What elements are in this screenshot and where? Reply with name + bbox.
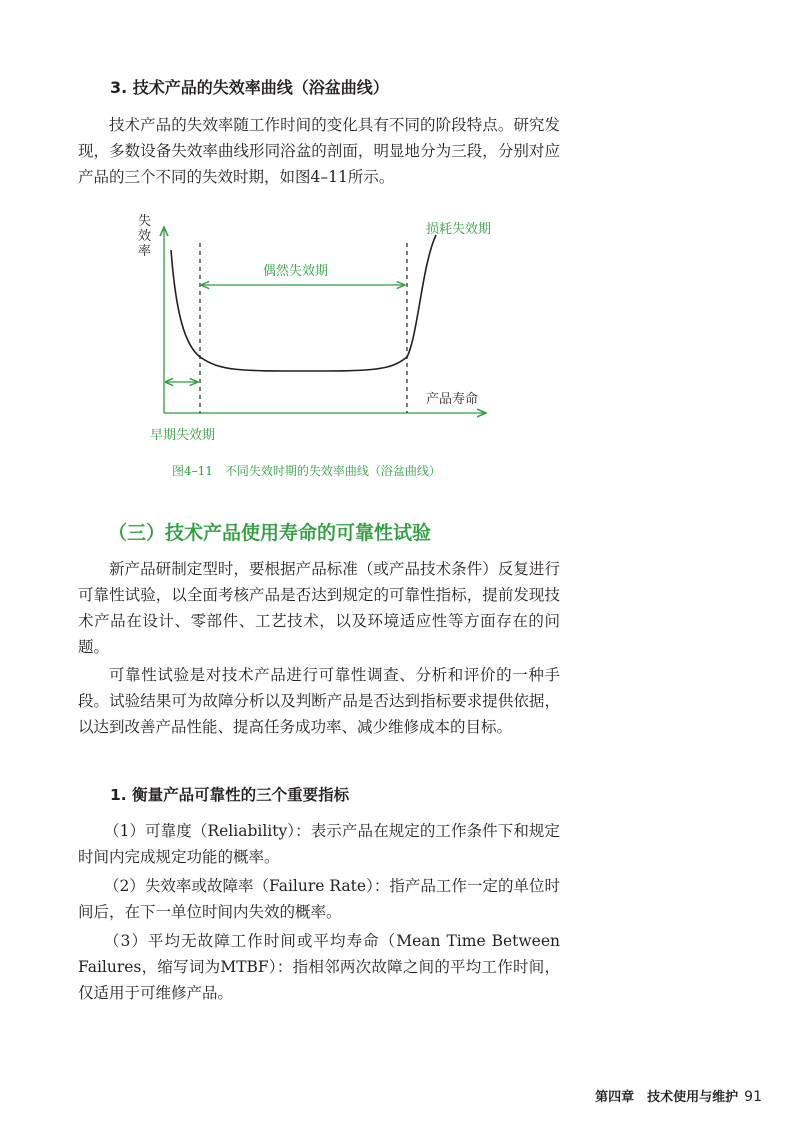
- list-item-mtbf: （3）平均无故障工作时间或平均寿命（Mean Time Between Failures，缩写词为MTBF）：指相邻两次故障之间的平均工作时间，仅适用于可维修产品。: [78, 932, 560, 1002]
- y-axis-label: 失效率: [138, 214, 152, 259]
- subheading: 1. 衡量产品可靠性的三个重要指标: [110, 786, 350, 804]
- list-item-reliability: （1）可靠度（Reliability）：表示产品在规定的工作条件下和规定时间内完成规定功能的概率。: [78, 822, 560, 866]
- paragraph-1: 新产品研制定型时，要根据产品标准（或产品技术条件）反复进行可靠性试验，以全面考核产品是否达到规定的可靠性指标，提前发现技术产品在设计、零部件、工艺技术，以及环境适应性等方面存在的问题。: [78, 560, 560, 656]
- paragraph-2: 可靠性试验是对技术产品进行可靠性调查、分析和评价的一种手段。试验结果可为故障分析以及判断产品是否达到指标要求提供依据，以达到改善产品性能、提高任务成功率、减少维修成本的目标。: [78, 666, 560, 736]
- failure-rate-curve: [171, 235, 436, 371]
- figure-caption: 图4–11 不同失效时期的失效率曲线（浴盆曲线）: [172, 464, 441, 478]
- subsection-heading: 3. 技术产品的失效率曲线（浴盆曲线）: [110, 78, 389, 97]
- page-number: 91: [744, 1089, 762, 1105]
- page-footer: [595, 1086, 762, 1105]
- random-period-label: 偶然失效期: [263, 264, 329, 279]
- bathtub-curve-figure: [130, 205, 510, 445]
- wearout-period-label: 损耗失效期: [426, 222, 492, 237]
- intro-paragraph: 技术产品的失效率随工作时间的变化具有不同的阶段特点。研究发现，多数设备失效率曲线形同浴盆的剖面，明显地分为三段，分别对应产品的三个不同的失效时期，如图4–11所示。: [78, 116, 560, 186]
- section-title: （三）技术产品使用寿命的可靠性试验: [108, 522, 432, 544]
- footer-chapter: 第四章 技术使用与维护: [595, 1090, 739, 1105]
- list-item-failure-rate: （2）失效率或故障率（Failure Rate）：指产品工作一定的单位时间后，在下一单位时间内失效的概率。: [78, 877, 560, 921]
- early-period-label: 早期失效期: [150, 428, 216, 443]
- x-axis-label: 产品寿命: [426, 392, 479, 407]
